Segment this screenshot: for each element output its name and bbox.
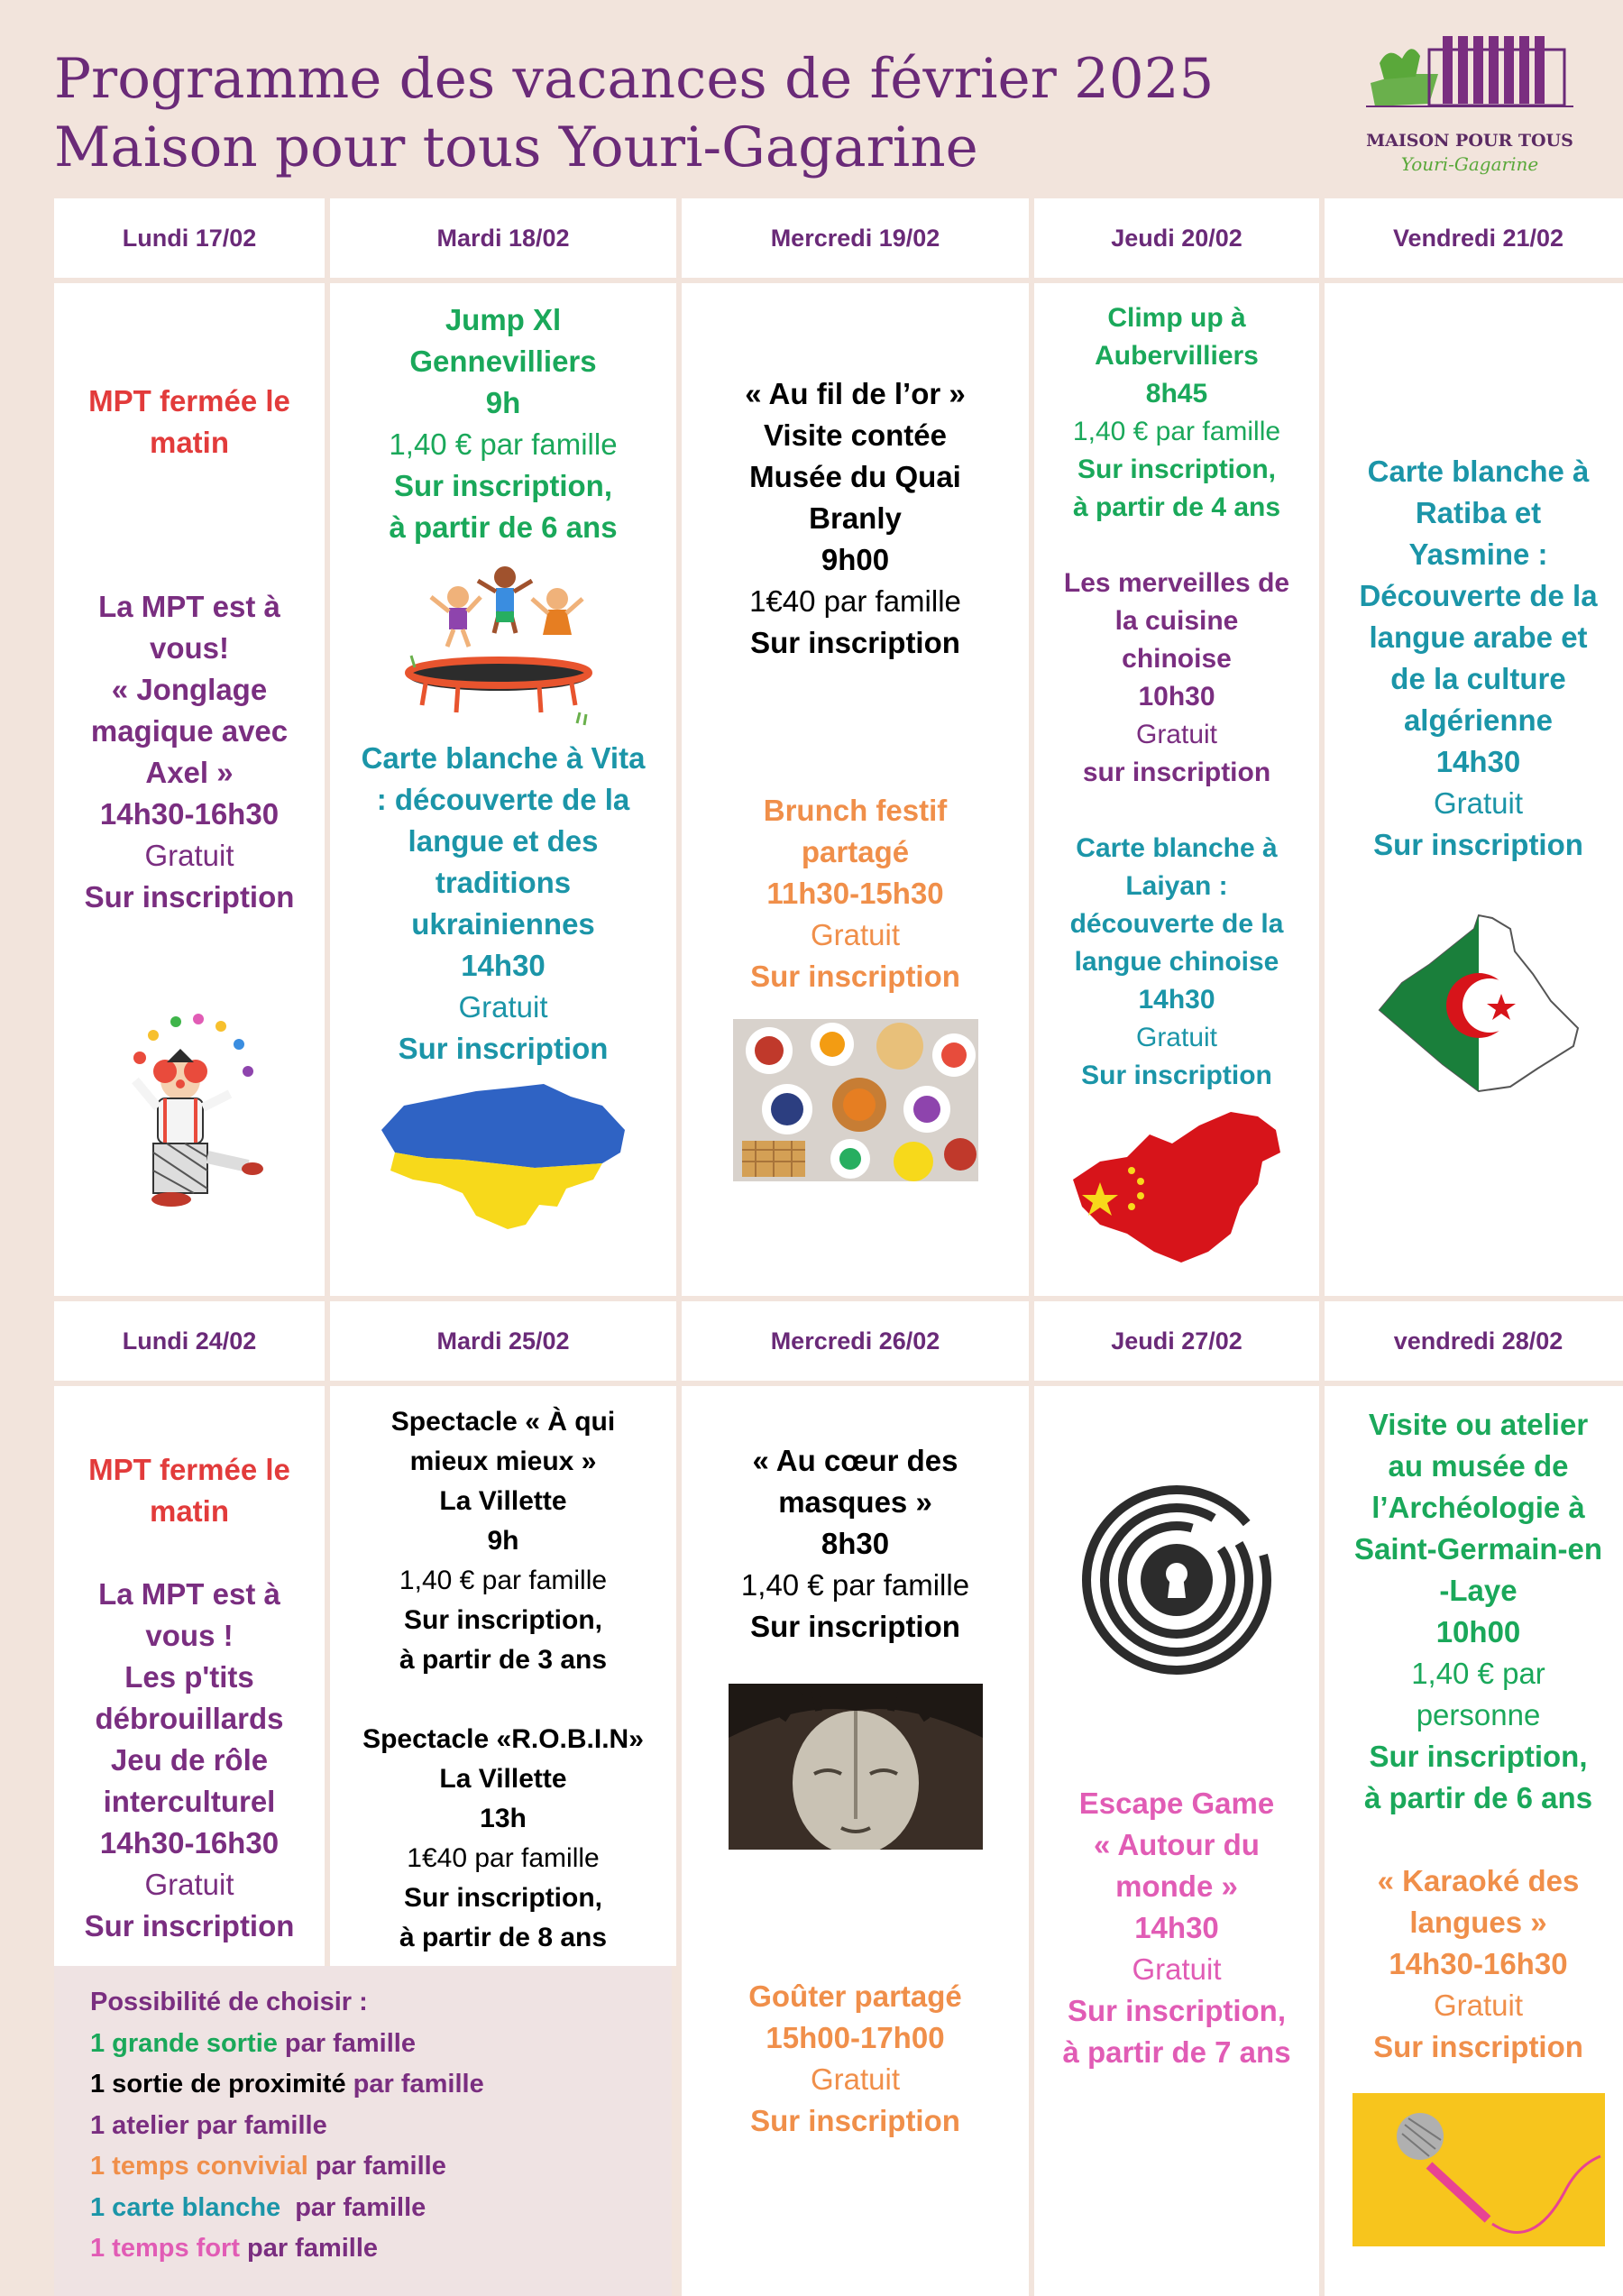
algeria-map-icon: [1375, 911, 1582, 1100]
legend-item: [90, 2146, 636, 2188]
day-cell-mardi-25: Spectacle « À qui mieux mieux » La Villette 9h 1,40 € par famille Sur inscription, à partir de 3 ans Spectacle «R.O.B.I.N» La Villette 13h 1€40 par famille Sur inscription, à partir de 8 ans: [330, 1386, 676, 1966]
legend-list: [90, 2024, 636, 2270]
legend-item-suffix: par famille: [246, 2234, 379, 2263]
day-cell-lundi-24: MPT fermée le matin La MPT est à vous ! Les p'tits débrouillards Jeu de rôle interculturel 14h30-16h30 Gratuit Sur inscription: [54, 1386, 325, 1966]
day-header: vendredi 28/02: [1325, 1301, 1623, 1381]
day-header: Jeudi 27/02: [1034, 1301, 1319, 1381]
legend-item-suffix: par famille: [353, 2070, 484, 2099]
legend-item-suffix: par famille: [315, 2152, 446, 2181]
legend-item-suffix: par famille: [295, 2192, 426, 2222]
day-header: Lundi 17/02: [54, 198, 325, 278]
day-header: Mardi 18/02: [330, 198, 676, 278]
legend-item: [90, 2106, 636, 2147]
legend-item-label: 1 carte blanche: [90, 2192, 289, 2222]
day-cell-mardi-18: Jump Xl Gennevilliers 9h 1,40 € par famille Sur inscription, à partir de 6 ans Carte blanche à Vita : découverte de la langue et des traditions ukrainiennes 14h30 Gratuit Sur inscription: [330, 283, 676, 1296]
china-map-icon: [1064, 1107, 1289, 1270]
day-cell-vendredi-21: Carte blanche à Ratiba et Yasmine : Découverte de la langue arabe et de la culture algérienne 14h30 Gratuit Sur inscription: [1325, 283, 1623, 1296]
day-cell-jeudi-20: Climp up à Aubervilliers 8h45 1,40 € par famille Sur inscription, à partir de 4 ans Les merveilles de la cuisine chinoise 10h30 Gratuit sur inscription Carte blanche à Laiyan : découverte de la langue chinoise 14h30 Gratuit Sur inscription: [1034, 283, 1319, 1296]
brunch-food-image: [733, 1019, 978, 1181]
logo-line-2: Youri-Gagarine: [1400, 153, 1539, 175]
day-header: Jeudi 20/02: [1034, 198, 1319, 278]
day-header: Lundi 24/02: [54, 1301, 325, 1381]
day-cell-jeudi-27: Escape Game « Autour du monde » 14h30 Gratuit Sur inscription, à partir de 7 ans: [1034, 1386, 1319, 2296]
legend-item-suffix: par famille: [284, 2028, 416, 2058]
day-cell-vendredi-28: Visite ou atelier au musée de l’Archéologie à Saint-Germain-en -Laye 10h00 1,40 € par personne Sur inscription, à partir de 6 ans « Karaoké des langues » 14h30-16h30 Gratuit Sur inscription: [1325, 1386, 1623, 2296]
legend-item-label: 1 temps fort: [90, 2234, 240, 2263]
day-cell-mercredi-19: « Au fil de l’or » Visite contée Musée du Quai Branly 9h00 1€40 par famille Sur inscription Brunch festif partagé 11h30-15h30 Gratuit Sur inscription: [682, 283, 1029, 1296]
choice-legend: [54, 1966, 672, 2296]
day-cell-mercredi-26: « Au cœur des masques » 8h30 1,40 € par famille Sur inscription Goûter partagé 15h00-17h00 Gratuit Sur inscription: [682, 1386, 1029, 2296]
legend-item-label: 1 sortie de proximité: [90, 2070, 346, 2099]
microphone-icon: [1352, 2093, 1605, 2246]
legend-title: Possibilité de choisir :: [90, 1988, 368, 2016]
day-header: Vendredi 21/02: [1325, 198, 1623, 278]
page-title: [54, 45, 1316, 182]
title-line-1: Programme des vacances de février 2025: [54, 47, 1215, 111]
legend-item-label: 1 grande sortie: [90, 2028, 278, 2058]
day-header: Mardi 25/02: [330, 1301, 676, 1381]
legend-item: [90, 2064, 636, 2106]
title-line-2: Maison pour tous Youri-Gagarine: [54, 115, 978, 179]
legend-item: [90, 2188, 636, 2229]
ukraine-map-icon: [377, 1080, 629, 1234]
day-header: Mercredi 19/02: [682, 198, 1029, 278]
logo-line-1: MAISON POUR TOUS: [1366, 131, 1573, 151]
legend-item-label: 1 atelier: [90, 2110, 189, 2140]
day-cell-lundi-17: MPT fermée le matin La MPT est à vous! « Jonglage magique avec Axel » 14h30-16h30 Gratuit Sur inscription: [54, 283, 325, 1296]
legend-item: [90, 2228, 636, 2270]
african-mask-image: [729, 1684, 983, 1850]
building-icon: [1366, 27, 1573, 126]
juggler-clown-icon: [113, 1008, 266, 1216]
legend-item: [90, 2024, 636, 2065]
escape-maze-icon: [1082, 1485, 1271, 1675]
legend-item-suffix: par famille: [196, 2110, 327, 2140]
mpt-logo: [1352, 27, 1578, 185]
trampoline-icon: [404, 561, 602, 732]
day-header: Mercredi 26/02: [682, 1301, 1029, 1381]
legend-item-label: 1 temps convivial: [90, 2152, 308, 2181]
